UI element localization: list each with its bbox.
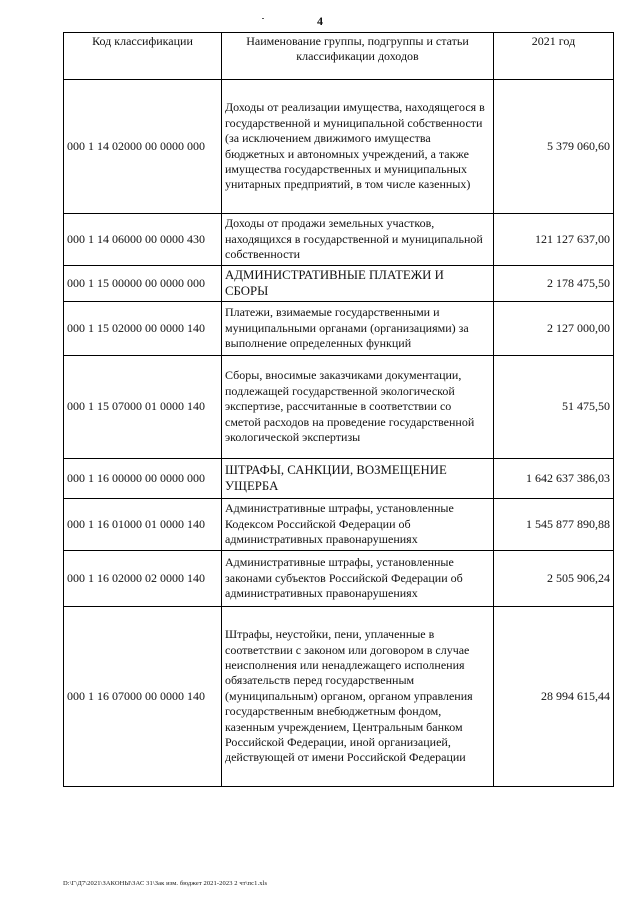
row-code: 000 1 16 07000 00 0000 140 (64, 607, 222, 787)
table-row (64, 214, 614, 266)
row-code: 000 1 16 02000 02 0000 140 (64, 551, 222, 607)
table-row (64, 459, 614, 499)
row-name: Административные штрафы, установленные законами субъектов Российской Федерации об административных правонарушениях (222, 551, 494, 607)
row-code: 000 1 16 01000 01 0000 140 (64, 499, 222, 551)
row-code: 000 1 14 02000 00 0000 000 (64, 80, 222, 214)
row-amount: 1 545 877 890,88 (494, 499, 614, 551)
table-row (64, 80, 614, 214)
row-code: 000 1 16 00000 00 0000 000 (64, 459, 222, 499)
row-amount: 2 127 000,00 (494, 302, 614, 356)
table-header-row (64, 33, 614, 80)
table-row (64, 356, 614, 459)
row-amount: 51 475,50 (494, 356, 614, 459)
file-path-footer: D:\Г\Д7\2021\ЗАКОНЫ\ЗАС 31\Зак изм. бюджет 2021-2023 2 чт\пс1.xls (63, 880, 268, 887)
row-name: Штрафы, неустойки, пени, уплаченные в соответствии с законом или договором в случае неисполнения или ненадлежащего исполнения обязательств перед государственным (муниципальным) органом, органом управления государственным внебюджетным фондом, казенным учреждением, Центральным банком Российской Федерации, иной организацией, действующей от имени Российской Федерации (222, 607, 494, 787)
header-year: 2021 год (494, 33, 614, 80)
row-name: Доходы от реализации имущества, находящегося в государственной и муниципальной собственности (за исключением движимого имущества бюджетных и автономных учреждений, а также имущества государственных и муниципальных унитарных предприятий, в том числе казенных) (222, 80, 494, 214)
header-name: Наименование группы, подгруппы и статьи классификации доходов (222, 33, 494, 80)
revenue-classification-table (63, 32, 614, 787)
page-number: 4 (317, 14, 323, 28)
row-amount: 2 505 906,24 (494, 551, 614, 607)
row-name: Сборы, вносимые заказчиками документации, подлежащей государственной экологической экспертизе, рассчитанные в соответствии со сметой расходов на проведение государственной экологической экспертизы (222, 356, 494, 459)
row-name: Административные штрафы, установленные Кодексом Российской Федерации об административных правонарушениях (222, 499, 494, 551)
row-code: 000 1 15 02000 00 0000 140 (64, 302, 222, 356)
header-code: Код классификации (64, 33, 222, 80)
row-amount: 1 642 637 386,03 (494, 459, 614, 499)
row-amount: 2 178 475,50 (494, 266, 614, 302)
table-row (64, 266, 614, 302)
table-row (64, 499, 614, 551)
row-name: Платежи, взимаемые государственными и муниципальными органами (организациями) за выполнение определенных функций (222, 302, 494, 356)
row-name: ШТРАФЫ, САНКЦИИ, ВОЗМЕЩЕНИЕ УЩЕРБА (222, 459, 494, 499)
row-name: АДМИНИСТРАТИВНЫЕ ПЛАТЕЖИ И СБОРЫ (222, 266, 494, 302)
row-code: 000 1 15 07000 01 0000 140 (64, 356, 222, 459)
row-name: Доходы от продажи земельных участков, находящихся в государственной и муниципальной собственности (222, 214, 494, 266)
scan-mark (262, 18, 264, 19)
table-row (64, 607, 614, 787)
row-code: 000 1 14 06000 00 0000 430 (64, 214, 222, 266)
table-row (64, 551, 614, 607)
row-amount: 121 127 637,00 (494, 214, 614, 266)
row-code: 000 1 15 00000 00 0000 000 (64, 266, 222, 302)
row-amount: 28 994 615,44 (494, 607, 614, 787)
row-amount: 5 379 060,60 (494, 80, 614, 214)
table-row (64, 302, 614, 356)
